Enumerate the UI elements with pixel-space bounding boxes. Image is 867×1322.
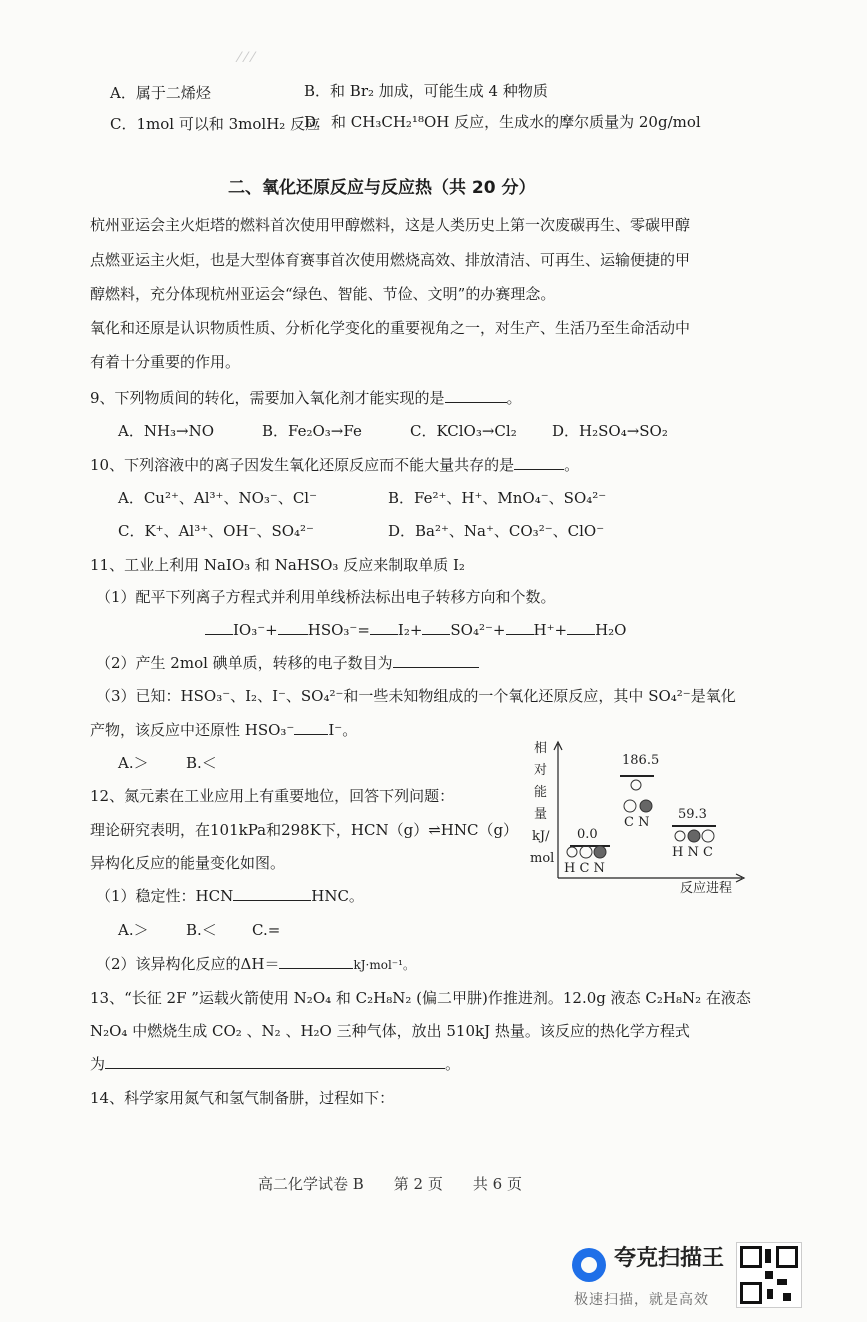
- q12-stem: 12、氮元素在工业应用上有重要地位，回答下列问题：: [90, 787, 455, 805]
- atoms-hcn: H C N: [564, 861, 605, 876]
- intro-line: 醇燃料，充分体现杭州亚运会“绿色、智能、节俭、文明”的办赛理念。: [90, 285, 556, 303]
- q11-part3-blank[interactable]: [294, 720, 328, 735]
- q8-option-d: D．和 CH₃CH₂¹⁸OH 反应，生成水的摩尔质量为 20g/mol: [304, 113, 701, 131]
- page-footer: 高二化学试卷 B 第 2 页 共 6 页: [258, 1175, 522, 1193]
- eq-term: H₂O: [595, 621, 627, 639]
- xlabel: 反应进程: [680, 881, 733, 896]
- q10-option-b: B．Fe²⁺、H⁺、MnO₄⁻、SO₄²⁻: [388, 489, 607, 507]
- q13-end: 。: [445, 1055, 461, 1073]
- scanner-slogan: 极速扫描，就是高效: [574, 1292, 709, 1308]
- q11-part3-end: I⁻。: [328, 721, 358, 739]
- q9-option-d: D．H₂SO₄→SO₂: [552, 422, 668, 440]
- q11-option-b: B.＜: [186, 754, 217, 772]
- scanner-brand: 夸克扫描王: [614, 1246, 725, 1271]
- ylabel-char: 对: [534, 763, 548, 778]
- q8-option-c: C．1mol 可以和 3molH₂ 反应: [110, 115, 321, 133]
- eq-term: I₂+: [397, 621, 423, 639]
- q9-answer-blank[interactable]: [445, 388, 507, 403]
- q9-stem-text: 9、下列物质间的转化，需要加入氧化剂才能实现的是: [90, 389, 445, 407]
- level-label-hnc: 59.3: [678, 807, 707, 822]
- q10-stem-text: 10、下列溶液中的离子因发生氧化还原反应而不能大量共存的是: [90, 456, 515, 474]
- atom-n: [640, 800, 652, 812]
- q11-part3-text: 产物，该反应中还原性 HSO₃⁻: [90, 721, 295, 739]
- q12-part2: [96, 954, 415, 975]
- scan-mark: ⁄ ⁄ ⁄: [238, 50, 254, 66]
- coef-blank[interactable]: [278, 620, 308, 635]
- intro-line: 点燃亚运主火炬，也是大型体育赛事首次使用燃烧高效、排放清洁、可再生、运输便捷的甲: [90, 251, 691, 269]
- eq-term: IO₃⁻+: [233, 621, 278, 639]
- q12-option-a: A.＞: [118, 921, 149, 939]
- q10-stem: [90, 455, 579, 475]
- coef-blank[interactable]: [567, 620, 595, 635]
- q8-option-a: A．属于二烯烃: [110, 84, 211, 102]
- q10-end: 。: [564, 456, 580, 474]
- ylabel-char: 能: [534, 785, 548, 800]
- q11-part1: （1）配平下列离子方程式并利用单线桥法标出电子转移方向和个数。: [96, 588, 556, 606]
- q9-stem: [90, 388, 522, 408]
- q13-answer-blank[interactable]: [105, 1054, 445, 1069]
- q11-option-a: A.＞: [118, 754, 149, 772]
- section-title: 二、氧化还原反应与反应热（共 20 分）: [228, 178, 536, 198]
- intro-line: 杭州亚运会主火炬塔的燃料首次使用甲醇燃料，这是人类历史上第一次废碳再生、零碳甲醇: [90, 216, 691, 234]
- intro-line: 氧化和还原是认识物质性质、分析化学变化的重要视角之一，对生产、生活乃至生命活动中: [90, 319, 691, 337]
- coef-blank[interactable]: [205, 620, 233, 635]
- scanner-logo-icon: [572, 1248, 606, 1282]
- ylabel-char: 相: [534, 741, 548, 756]
- q12-line2: 理论研究表明，在101kPa和298K下，HCN（g）⇌HNC（g）: [90, 821, 519, 839]
- q10-answer-blank[interactable]: [514, 455, 564, 470]
- coef-blank[interactable]: [422, 620, 450, 635]
- atom-c: [624, 800, 636, 812]
- q11-part2-blank[interactable]: [393, 653, 479, 668]
- atom-h: [675, 831, 685, 841]
- q12-line3: 异构化反应的能量变化如图。: [90, 854, 286, 872]
- ylabel-char: 量: [534, 807, 548, 822]
- q10-option-c: C．K⁺、Al³⁺、OH⁻、SO₄²⁻: [118, 522, 314, 540]
- coef-blank[interactable]: [370, 620, 398, 635]
- level-label-hcn: 0.0: [577, 827, 598, 842]
- q8-option-b: B．和 Br₂ 加成，可能生成 4 种物质: [304, 82, 548, 100]
- q12-part2-text: （2）该异构化反应的ΔH＝: [96, 955, 280, 973]
- q9-option-b: B．Fe₂O₃→Fe: [262, 422, 362, 440]
- level-label-ts: 186.5: [622, 753, 660, 768]
- q11-stem: 11、工业上利用 NaIO₃ 和 NaHSO₃ 反应来制取单质 I₂: [90, 556, 465, 574]
- q12-option-b: B.＜: [186, 921, 217, 939]
- qr-code-icon: [736, 1242, 802, 1308]
- atom-h: [567, 847, 577, 857]
- eq-term: SO₄²⁻+: [450, 621, 506, 639]
- eq-term: HSO₃⁻=: [307, 621, 370, 639]
- atom-n: [688, 830, 700, 842]
- q13-line3: [90, 1054, 460, 1074]
- q13-line1: 13、“长征 2F ”运载火箭使用 N₂O₄ 和 C₂H₈N₂ (偏二甲肼)作推进剂。12.0g 液态 C₂H₈N₂ 在液态: [90, 989, 751, 1007]
- q11-equation: [205, 620, 626, 640]
- intro-line: 有着十分重要的作用。: [90, 353, 241, 371]
- energy-diagram: [520, 738, 750, 898]
- q12-option-c: C.=: [252, 921, 281, 939]
- q11-part3-line1: （3）已知：HSO₃⁻、I₂、I⁻、SO₄²⁻和一些未知物组成的一个氧化还原反应，其中 SO₄²⁻是氧化: [96, 687, 736, 705]
- q12-part1-blank[interactable]: [233, 886, 311, 901]
- q12-part2-blank[interactable]: [279, 954, 353, 969]
- q12-part2-unit: kJ·mol⁻¹。: [353, 958, 415, 972]
- q12-part1: [96, 886, 364, 906]
- atom-h: [631, 780, 641, 790]
- q10-option-a: A．Cu²⁺、Al³⁺、NO₃⁻、Cl⁻: [118, 489, 318, 507]
- atom-n: [594, 846, 606, 858]
- coef-blank[interactable]: [506, 620, 534, 635]
- q11-part3-line2: [90, 720, 357, 740]
- q13-line3-text: 为: [90, 1055, 106, 1073]
- q14-stem: 14、科学家用氮气和氢气制备肼，过程如下：: [90, 1089, 395, 1107]
- q12-part1-end: HNC。: [311, 887, 364, 905]
- atoms-ts: C N: [624, 815, 650, 830]
- q13-line2: N₂O₄ 中燃烧生成 CO₂ 、N₂ 、H₂O 三种气体，放出 510kJ 热量。该反应的热化学方程式: [90, 1022, 690, 1040]
- q9-option-c: C．KClO₃→Cl₂: [410, 422, 517, 440]
- atom-c: [702, 830, 714, 842]
- atoms-hnc: H N C: [672, 845, 713, 860]
- q9-end: 。: [506, 389, 522, 407]
- q11-part2-text: （2）产生 2mol 碘单质，转移的电子数目为: [96, 654, 393, 672]
- atom-c: [580, 846, 592, 858]
- q12-part1-text: （1）稳定性：HCN: [96, 887, 234, 905]
- eq-term: H⁺+: [533, 621, 568, 639]
- q10-option-d: D．Ba²⁺、Na⁺、CO₃²⁻、ClO⁻: [388, 522, 605, 540]
- q11-part2: [96, 653, 479, 673]
- ylabel-char: mol: [530, 851, 555, 866]
- q9-option-a: A．NH₃→NO: [118, 422, 215, 440]
- ylabel-char: kJ/: [532, 829, 550, 844]
